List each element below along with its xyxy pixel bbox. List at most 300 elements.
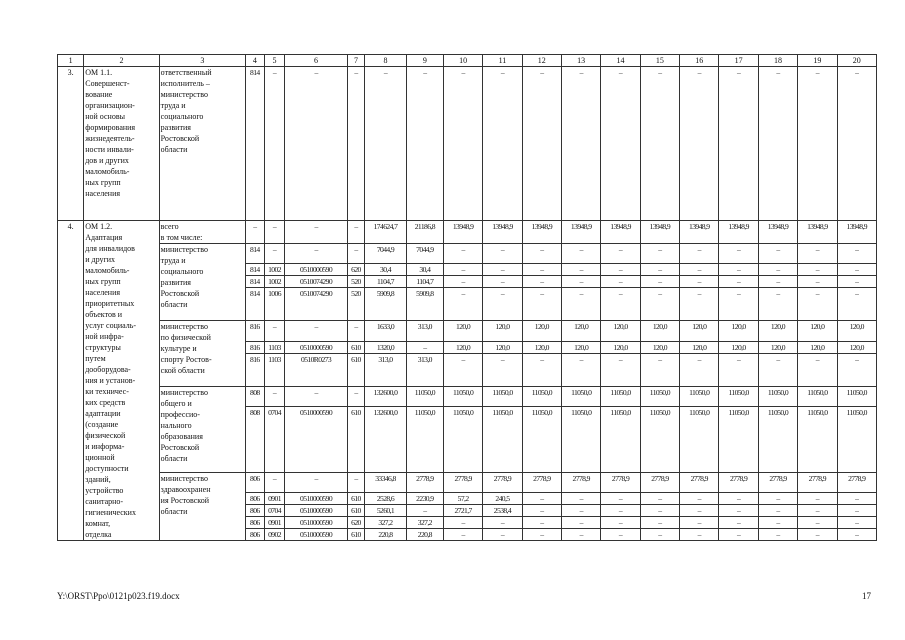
value-cell: 21186,8	[406, 221, 443, 244]
value-cell: 814	[246, 276, 265, 288]
value-cell: 0510000590	[285, 517, 347, 529]
value-cell: –	[561, 244, 600, 264]
value-cell: 11050,0	[640, 386, 679, 406]
value-cell: 120,0	[561, 321, 600, 341]
value-cell: –	[246, 221, 265, 244]
value-cell: 132600,0	[365, 386, 407, 406]
value-cell: –	[680, 353, 719, 386]
value-cell: –	[640, 517, 679, 529]
value-cell: –	[347, 67, 364, 221]
value-cell: 0901	[264, 493, 285, 505]
executor-name: министерство здравоохранен ия Ростовской области	[159, 472, 245, 540]
value-cell: 11050,0	[837, 386, 877, 406]
value-cell: 11050,0	[522, 386, 561, 406]
value-cell: 2230,9	[406, 493, 443, 505]
value-cell: 11050,0	[561, 386, 600, 406]
value-cell: –	[601, 288, 640, 321]
value-cell: 120,0	[719, 341, 758, 353]
value-cell: 610	[347, 341, 364, 353]
value-cell: –	[719, 353, 758, 386]
measure-name: ОМ 1.1. Совершенст- вование организацион- ной основы формирования жизнедеятель- ности инвали- дов и других маломобиль- ных групп населения	[84, 67, 159, 221]
header-col-number: 8	[365, 55, 407, 67]
value-cell: –	[443, 276, 482, 288]
value-cell: 5909,8	[365, 288, 407, 321]
value-cell: 0902	[264, 529, 285, 541]
value-cell: 2778,9	[483, 472, 522, 492]
value-cell: –	[837, 529, 877, 541]
value-cell: –	[758, 353, 797, 386]
value-cell: 11050,0	[522, 406, 561, 472]
value-cell: –	[798, 493, 837, 505]
value-cell: 120,0	[601, 321, 640, 341]
value-cell: –	[561, 353, 600, 386]
value-cell: 13948,9	[601, 221, 640, 244]
value-cell: 120,0	[601, 341, 640, 353]
executor-name: всего в том числе:	[159, 221, 245, 244]
value-cell: –	[285, 321, 347, 341]
value-cell: 120,0	[798, 341, 837, 353]
header-col-number: 12	[522, 55, 561, 67]
value-cell: –	[264, 67, 285, 221]
value-cell: 120,0	[837, 341, 877, 353]
value-cell: 33346,8	[365, 472, 407, 492]
value-cell: –	[285, 221, 347, 244]
value-cell: 2778,9	[798, 472, 837, 492]
value-cell: –	[483, 244, 522, 264]
value-cell: –	[365, 67, 407, 221]
value-cell: 2778,9	[561, 472, 600, 492]
value-cell: 11050,0	[798, 406, 837, 472]
value-cell: 120,0	[443, 321, 482, 341]
value-cell: –	[640, 244, 679, 264]
header-col-number: 5	[264, 55, 285, 67]
value-cell: 2778,9	[406, 472, 443, 492]
value-cell: –	[264, 472, 285, 492]
value-cell: 120,0	[561, 341, 600, 353]
value-cell: 313,0	[406, 353, 443, 386]
value-cell: 806	[246, 472, 265, 492]
value-cell: 816	[246, 341, 265, 353]
value-cell: –	[719, 276, 758, 288]
value-cell: 7044,9	[406, 244, 443, 264]
value-cell: –	[680, 264, 719, 276]
value-cell: 0704	[264, 505, 285, 517]
value-cell: 13948,9	[758, 221, 797, 244]
value-cell: 132600,0	[365, 406, 407, 472]
header-col-number: 14	[601, 55, 640, 67]
value-cell: –	[347, 244, 364, 264]
value-cell: –	[285, 67, 347, 221]
value-cell: –	[601, 517, 640, 529]
row-number: 3.	[58, 67, 84, 221]
value-cell: –	[264, 386, 285, 406]
value-cell: –	[837, 276, 877, 288]
value-cell: –	[758, 264, 797, 276]
value-cell: –	[758, 67, 797, 221]
value-cell: 610	[347, 406, 364, 472]
value-cell: 610	[347, 353, 364, 386]
value-cell: 11050,0	[680, 406, 719, 472]
value-cell: 313,0	[406, 321, 443, 341]
value-cell: –	[837, 517, 877, 529]
value-cell: 814	[246, 264, 265, 276]
value-cell: 1006	[264, 288, 285, 321]
value-cell: 11050,0	[640, 406, 679, 472]
value-cell: 2778,9	[719, 472, 758, 492]
value-cell: –	[601, 493, 640, 505]
value-cell: 120,0	[522, 321, 561, 341]
value-cell: 11050,0	[443, 406, 482, 472]
value-cell: –	[758, 493, 797, 505]
value-cell: –	[264, 244, 285, 264]
value-cell: 11050,0	[601, 386, 640, 406]
value-cell: 11050,0	[719, 386, 758, 406]
value-cell: 2538,4	[483, 505, 522, 517]
value-cell: –	[837, 264, 877, 276]
value-cell: –	[798, 288, 837, 321]
value-cell: –	[406, 341, 443, 353]
value-cell: 0510000590	[285, 529, 347, 541]
value-cell: –	[837, 67, 877, 221]
value-cell: 120,0	[798, 321, 837, 341]
value-cell: –	[483, 276, 522, 288]
value-cell: 120,0	[837, 321, 877, 341]
value-cell: 0510000590	[285, 264, 347, 276]
value-cell: –	[758, 529, 797, 541]
value-cell: –	[264, 221, 285, 244]
value-cell: 816	[246, 353, 265, 386]
value-cell: –	[758, 288, 797, 321]
value-cell: –	[680, 493, 719, 505]
value-cell: –	[561, 288, 600, 321]
value-cell: 610	[347, 505, 364, 517]
value-cell: –	[561, 493, 600, 505]
value-cell: 1002	[264, 276, 285, 288]
value-cell: 11050,0	[406, 406, 443, 472]
value-cell: –	[719, 517, 758, 529]
value-cell: –	[719, 264, 758, 276]
value-cell: 610	[347, 493, 364, 505]
value-cell: 620	[347, 264, 364, 276]
value-cell: 1103	[264, 353, 285, 386]
value-cell: –	[640, 276, 679, 288]
value-cell: –	[443, 264, 482, 276]
header-col-number: 18	[758, 55, 797, 67]
value-cell: 220,8	[406, 529, 443, 541]
value-cell: –	[483, 67, 522, 221]
value-cell: 0510000590	[285, 341, 347, 353]
value-cell: 7044,9	[365, 244, 407, 264]
value-cell: –	[347, 472, 364, 492]
value-cell: –	[443, 353, 482, 386]
header-col-number: 7	[347, 55, 364, 67]
value-cell: 120,0	[719, 321, 758, 341]
value-cell: –	[640, 288, 679, 321]
value-cell: –	[443, 67, 482, 221]
value-cell: –	[601, 529, 640, 541]
value-cell: –	[601, 276, 640, 288]
budget-table	[57, 54, 877, 541]
value-cell: –	[758, 276, 797, 288]
value-cell: –	[285, 244, 347, 264]
value-cell: –	[837, 353, 877, 386]
value-cell: –	[561, 529, 600, 541]
value-cell: 808	[246, 386, 265, 406]
value-cell: –	[680, 276, 719, 288]
value-cell: 2778,9	[601, 472, 640, 492]
value-cell: –	[640, 264, 679, 276]
value-cell: 13948,9	[483, 221, 522, 244]
value-cell: 120,0	[443, 341, 482, 353]
value-cell: 120,0	[680, 321, 719, 341]
value-cell: 11050,0	[719, 406, 758, 472]
executor-name: ответственный исполнитель – министерство труда и социального развития Ростовской области	[159, 67, 245, 221]
value-cell: –	[719, 505, 758, 517]
value-cell: 0704	[264, 406, 285, 472]
value-cell: 2778,9	[640, 472, 679, 492]
header-col-number: 19	[798, 55, 837, 67]
value-cell: –	[837, 288, 877, 321]
value-cell: 520	[347, 276, 364, 288]
value-cell: –	[640, 67, 679, 221]
value-cell: –	[837, 493, 877, 505]
value-cell: –	[522, 517, 561, 529]
value-cell: –	[719, 288, 758, 321]
value-cell: –	[837, 505, 877, 517]
header-col-number: 9	[406, 55, 443, 67]
value-cell: 2721,7	[443, 505, 482, 517]
header-col-number: 1	[58, 55, 84, 67]
value-cell: –	[640, 505, 679, 517]
header-col-number: 16	[680, 55, 719, 67]
value-cell: –	[483, 264, 522, 276]
row-number: 4.	[58, 221, 84, 541]
value-cell: 327,2	[365, 517, 407, 529]
value-cell: –	[719, 529, 758, 541]
value-cell: –	[443, 517, 482, 529]
value-cell: –	[798, 529, 837, 541]
value-cell: –	[522, 493, 561, 505]
value-cell: –	[522, 244, 561, 264]
value-cell: 120,0	[758, 321, 797, 341]
value-cell: –	[798, 517, 837, 529]
value-cell: –	[758, 517, 797, 529]
value-cell: –	[443, 288, 482, 321]
value-cell: 1633,0	[365, 321, 407, 341]
header-col-number: 6	[285, 55, 347, 67]
value-cell: 2778,9	[680, 472, 719, 492]
measure-name: ОМ 1.2. Адаптация для инвалидов и других маломобиль- ных групп населения приоритетных объектов и услуг социаль- ной инфра- структуры путем дооборудова- ния и установ- ки техничес- ких средств адаптации (создание физической и информа- ционной доступности зданий, устройство санитарно- гигиенических комнат, отделка	[84, 221, 159, 541]
value-cell: 11050,0	[680, 386, 719, 406]
value-cell: 11050,0	[483, 386, 522, 406]
value-cell: –	[406, 505, 443, 517]
value-cell: 11050,0	[406, 386, 443, 406]
header-col-number: 4	[246, 55, 265, 67]
value-cell: 327,2	[406, 517, 443, 529]
value-cell: 13948,9	[443, 221, 482, 244]
value-cell: 814	[246, 67, 265, 221]
header-col-number: 11	[483, 55, 522, 67]
value-cell: 11050,0	[601, 406, 640, 472]
value-cell: –	[758, 244, 797, 264]
value-cell: 2778,9	[522, 472, 561, 492]
value-cell: 2778,9	[837, 472, 877, 492]
value-cell: –	[522, 67, 561, 221]
value-cell: 313,0	[365, 353, 407, 386]
value-cell: –	[264, 321, 285, 341]
value-cell: –	[522, 288, 561, 321]
value-cell: 5909,8	[406, 288, 443, 321]
value-cell: 13948,9	[561, 221, 600, 244]
value-cell: –	[483, 529, 522, 541]
value-cell: –	[443, 529, 482, 541]
header-col-number: 17	[719, 55, 758, 67]
value-cell: –	[719, 67, 758, 221]
value-cell: –	[406, 67, 443, 221]
value-cell: –	[347, 386, 364, 406]
value-cell: –	[522, 276, 561, 288]
executor-name: министерство труда и социального развития Ростовской области	[159, 244, 245, 321]
value-cell: 120,0	[483, 321, 522, 341]
value-cell: 120,0	[680, 341, 719, 353]
value-cell: –	[561, 505, 600, 517]
value-cell: 620	[347, 517, 364, 529]
header-col-number: 10	[443, 55, 482, 67]
value-cell: –	[285, 472, 347, 492]
value-cell: 30,4	[406, 264, 443, 276]
value-cell: –	[285, 386, 347, 406]
value-cell: 11050,0	[443, 386, 482, 406]
value-cell: –	[522, 353, 561, 386]
value-cell: 0510R0273	[285, 353, 347, 386]
header-col-number: 13	[561, 55, 600, 67]
value-cell: 814	[246, 288, 265, 321]
value-cell: 816	[246, 321, 265, 341]
value-cell: –	[719, 244, 758, 264]
value-cell: –	[640, 529, 679, 541]
header-col-number: 20	[837, 55, 877, 67]
value-cell: –	[758, 505, 797, 517]
value-cell: 13948,9	[798, 221, 837, 244]
value-cell: –	[719, 493, 758, 505]
value-cell: 57,2	[443, 493, 482, 505]
value-cell: –	[601, 264, 640, 276]
value-cell: 13948,9	[837, 221, 877, 244]
value-cell: 11050,0	[758, 386, 797, 406]
value-cell: 0510000590	[285, 493, 347, 505]
value-cell: –	[680, 529, 719, 541]
value-cell: 120,0	[640, 321, 679, 341]
header-col-number: 2	[84, 55, 159, 67]
value-cell: –	[561, 67, 600, 221]
value-cell: –	[798, 505, 837, 517]
executor-name: министерство общего и профессио- нального образования Ростовской области	[159, 386, 245, 472]
value-cell: 13948,9	[522, 221, 561, 244]
value-cell: 174624,7	[365, 221, 407, 244]
value-cell: 11050,0	[837, 406, 877, 472]
value-cell: –	[601, 67, 640, 221]
value-cell: 0510074290	[285, 276, 347, 288]
footer-file-path: Y:\ORST\Ppo\0121p023.f19.docx	[57, 591, 180, 601]
value-cell: 11050,0	[798, 386, 837, 406]
value-cell: –	[522, 505, 561, 517]
value-cell: 2528,6	[365, 493, 407, 505]
value-cell: 1103	[264, 341, 285, 353]
value-cell: –	[601, 244, 640, 264]
value-cell: 13948,9	[640, 221, 679, 244]
value-cell: 806	[246, 517, 265, 529]
value-cell: –	[798, 276, 837, 288]
value-cell: 120,0	[483, 341, 522, 353]
value-cell: –	[347, 321, 364, 341]
value-cell: 0510000590	[285, 505, 347, 517]
footer-page-number: 17	[862, 591, 871, 601]
value-cell: –	[483, 517, 522, 529]
value-cell: 806	[246, 493, 265, 505]
value-cell: 30,4	[365, 264, 407, 276]
value-cell: –	[601, 353, 640, 386]
value-cell: 11050,0	[561, 406, 600, 472]
value-cell: –	[680, 505, 719, 517]
value-cell: –	[798, 67, 837, 221]
value-cell: –	[680, 517, 719, 529]
value-cell: –	[798, 264, 837, 276]
value-cell: 120,0	[758, 341, 797, 353]
value-cell: –	[680, 67, 719, 221]
value-cell: 5260,1	[365, 505, 407, 517]
value-cell: –	[561, 517, 600, 529]
value-cell: 120,0	[522, 341, 561, 353]
value-cell: –	[347, 221, 364, 244]
value-cell: –	[680, 244, 719, 264]
value-cell: –	[601, 505, 640, 517]
value-cell: –	[522, 264, 561, 276]
header-col-number: 15	[640, 55, 679, 67]
value-cell: 1104,7	[406, 276, 443, 288]
value-cell: 1104,7	[365, 276, 407, 288]
value-cell: 120,0	[640, 341, 679, 353]
value-cell: –	[483, 288, 522, 321]
value-cell: 13948,9	[719, 221, 758, 244]
value-cell: –	[443, 244, 482, 264]
value-cell: 0901	[264, 517, 285, 529]
value-cell: –	[561, 276, 600, 288]
value-cell: 2778,9	[758, 472, 797, 492]
value-cell: 0510000590	[285, 406, 347, 472]
value-cell: –	[522, 529, 561, 541]
value-cell: –	[798, 244, 837, 264]
value-cell: 13948,9	[680, 221, 719, 244]
value-cell: –	[640, 353, 679, 386]
header-col-number: 3	[159, 55, 245, 67]
value-cell: 806	[246, 505, 265, 517]
value-cell: 11050,0	[758, 406, 797, 472]
value-cell: 2778,9	[443, 472, 482, 492]
value-cell: –	[680, 288, 719, 321]
value-cell: –	[640, 493, 679, 505]
value-cell: 1002	[264, 264, 285, 276]
value-cell: 11050,0	[483, 406, 522, 472]
value-cell: 808	[246, 406, 265, 472]
value-cell: 814	[246, 244, 265, 264]
value-cell: 240,5	[483, 493, 522, 505]
executor-name: министерство по физической культуре и спорту Ростов- ской области	[159, 321, 245, 386]
value-cell: 520	[347, 288, 364, 321]
value-cell: 0510074290	[285, 288, 347, 321]
value-cell: –	[483, 353, 522, 386]
value-cell: 1320,0	[365, 341, 407, 353]
value-cell: –	[561, 264, 600, 276]
